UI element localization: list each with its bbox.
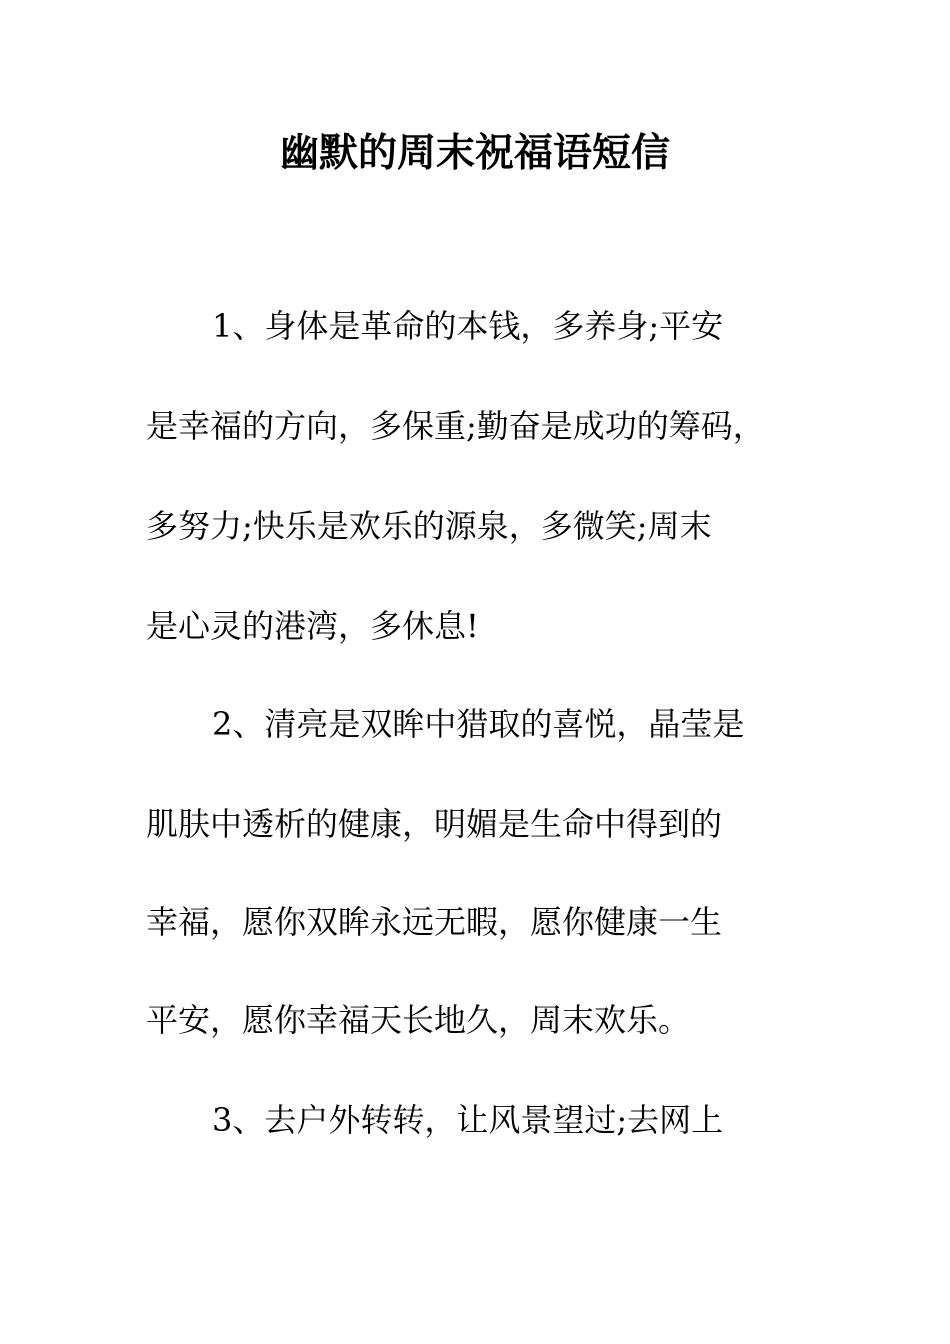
paragraph-1-line-4: 是心灵的港湾，多休息!: [146, 607, 479, 645]
document-title: 幽默的周末祝福语短信: [279, 131, 670, 176]
paragraph-2-line-1: 2、清亮是双眸中猎取的喜悦，晶莹是: [212, 705, 745, 743]
paragraph-1-line-1: 1、身体是革命的本钱，多养身;平安: [212, 307, 724, 345]
paragraph-2-line-2: 肌肤中透析的健康，明媚是生命中得到的: [146, 805, 723, 843]
paragraph-3-line-1: 3、去户外转转，让风景望过;去网上: [212, 1101, 724, 1139]
paragraph-2-line-4: 平安，愿你幸福天长地久，周末欢乐。: [146, 1001, 691, 1039]
paragraph-1-line-2: 是幸福的方向，多保重;勤奋是成功的筹码，: [146, 407, 765, 445]
paragraph-2-line-3: 幸福，愿你双眸永远无暇，愿你健康一生: [146, 903, 723, 941]
paragraph-1-line-3: 多努力;快乐是欢乐的源泉，多微笑;周末: [146, 507, 712, 545]
